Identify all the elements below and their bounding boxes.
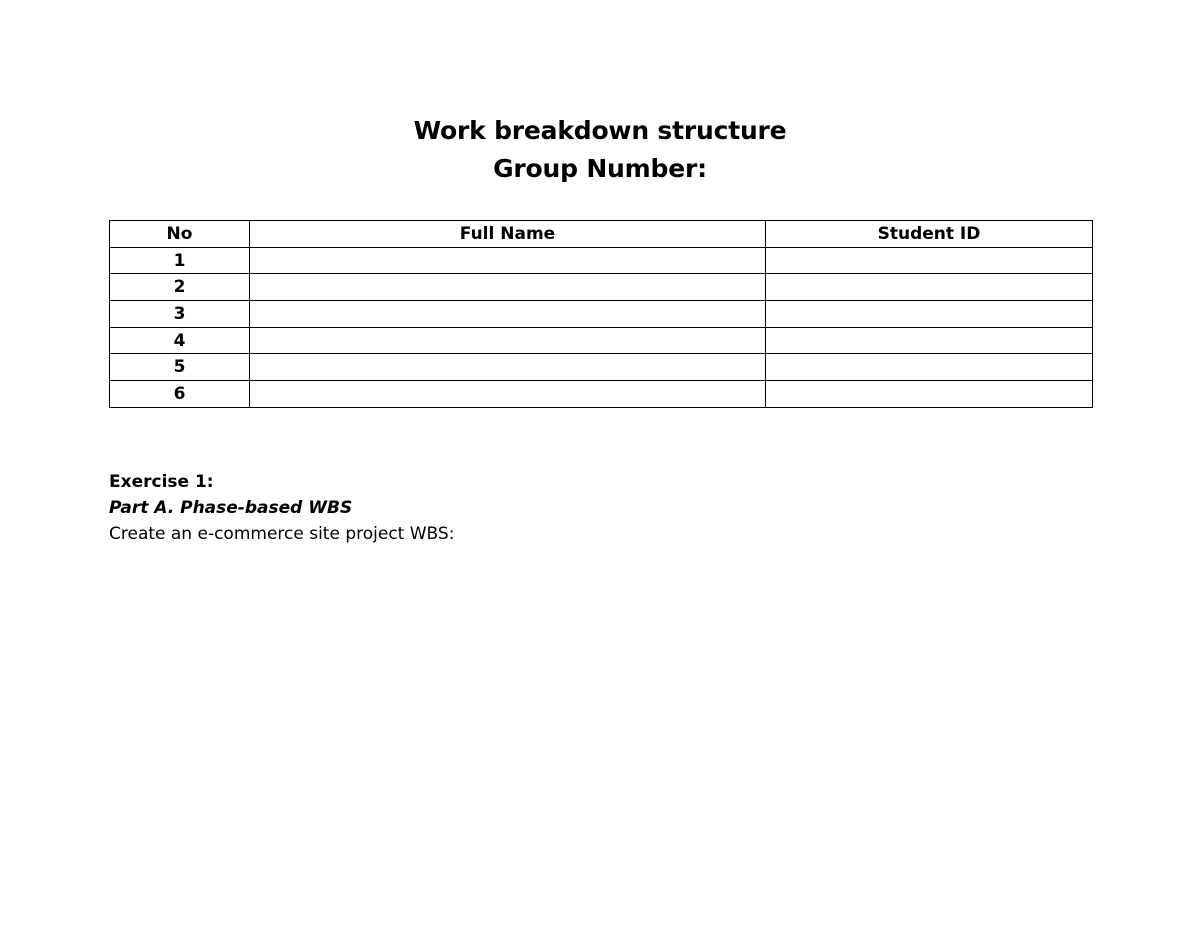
full-name-cell[interactable] bbox=[250, 247, 766, 274]
table-row bbox=[110, 247, 1093, 274]
student-id-cell[interactable] bbox=[766, 274, 1093, 301]
table-row bbox=[110, 301, 1093, 328]
row-number: 4 bbox=[110, 327, 250, 354]
document-title: Work breakdown structure bbox=[413, 116, 787, 145]
group-number-label: Group Number: bbox=[493, 154, 707, 183]
student-id-cell[interactable] bbox=[766, 247, 1093, 274]
student-id-cell[interactable] bbox=[766, 301, 1093, 328]
full-name-cell[interactable] bbox=[250, 301, 766, 328]
row-number: 1 bbox=[110, 247, 250, 274]
full-name-cell[interactable] bbox=[250, 354, 766, 381]
student-id-cell[interactable] bbox=[766, 354, 1093, 381]
student-id-cell[interactable] bbox=[766, 327, 1093, 354]
row-number: 6 bbox=[110, 381, 250, 408]
student-roster-table bbox=[109, 220, 1093, 408]
student-id-cell[interactable] bbox=[766, 381, 1093, 408]
table-row bbox=[110, 381, 1093, 408]
row-number: 2 bbox=[110, 274, 250, 301]
header-student-id: Student ID bbox=[766, 221, 1093, 248]
header-full-name: Full Name bbox=[250, 221, 766, 248]
full-name-cell[interactable] bbox=[250, 327, 766, 354]
header-no: No bbox=[110, 221, 250, 248]
exercise-part-title: Part A. Phase-based WBS bbox=[109, 498, 353, 518]
table-row bbox=[110, 354, 1093, 381]
exercise-instruction: Create an e-commerce site project WBS: bbox=[109, 524, 455, 544]
row-number: 3 bbox=[110, 301, 250, 328]
table-row bbox=[110, 274, 1093, 301]
page-title bbox=[0, 112, 1200, 188]
row-number: 5 bbox=[110, 354, 250, 381]
full-name-cell[interactable] bbox=[250, 274, 766, 301]
exercise-heading: Exercise 1: bbox=[109, 472, 214, 492]
full-name-cell[interactable] bbox=[250, 381, 766, 408]
exercise-section bbox=[109, 469, 454, 547]
table-row bbox=[110, 327, 1093, 354]
table-header-row bbox=[110, 221, 1093, 248]
